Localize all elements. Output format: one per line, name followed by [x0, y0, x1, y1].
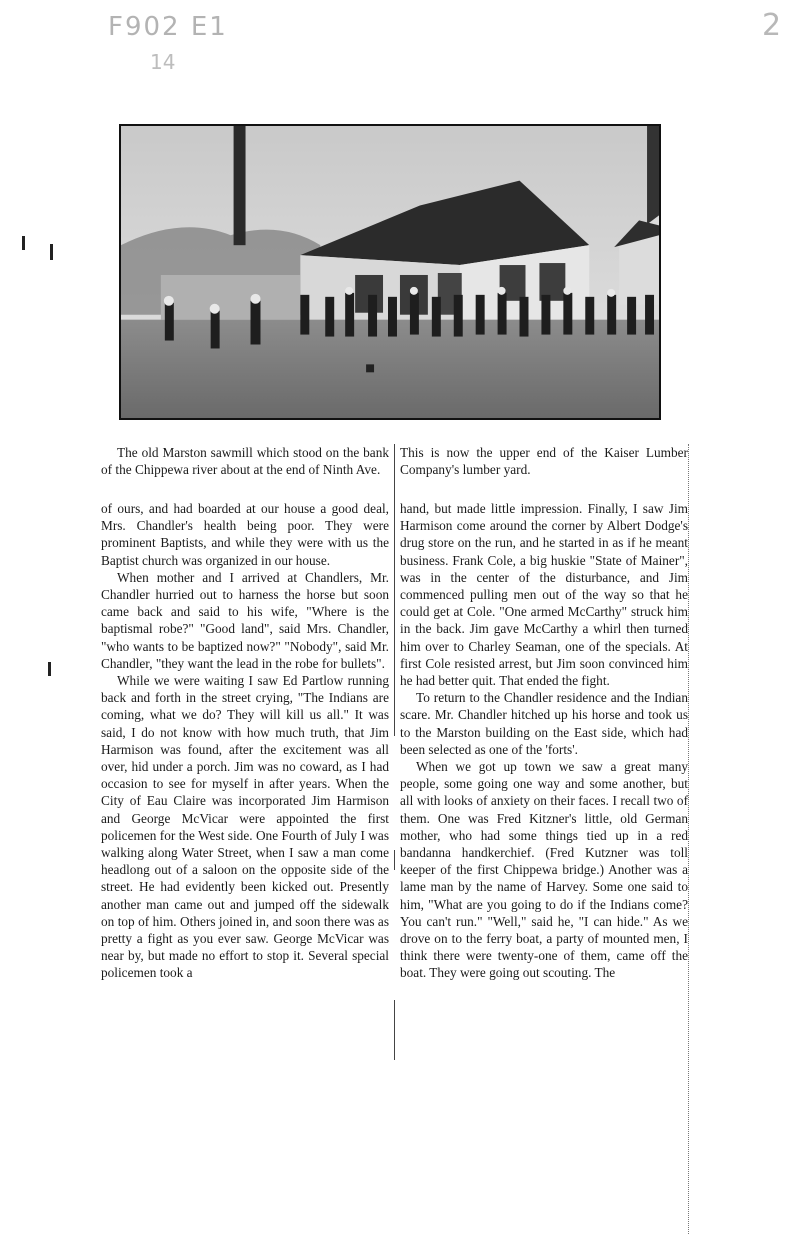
- archive-stamp: F902 E1: [108, 12, 228, 42]
- page-number: 2: [762, 8, 782, 43]
- column-divider: [394, 444, 395, 500]
- archive-stamp-sub: 14: [150, 50, 176, 74]
- article-paragraph: When we got up town we saw a great many people, some going one way and some another, but all with looks of anxiety on their faces. I recall two of them. One was Fred Kitzner's little, old German mother, who had some things tied up in a red bandanna handkerchief. (Fred Kutzner was toll keeper of the first Chippewa bridge.) Another was a lame man by the name of Harvey. Some one said to him, "What are you going to do if the Indians come? You can't run." "Well," said he, "I can hide." As we drove on to the ferry boat, a party of mounted men, I think there were twenty-one of them, came off the boat. They were going out scouting. The: [400, 759, 688, 981]
- column-divider: [394, 850, 395, 870]
- article-paragraph: While we were waiting I saw Ed Partlow running back and forth in the street crying, "The Indians are coming, what we do? They will kill us all." It was said, I do not know with how much truth, that Jim Harmison was found, after the excitement was all over, hid under a porch. Jim was no coward, as I had occasion to see for myself in after years. When the City of Eau Claire was incorporated Jim Harmison and George McVicar were appointed the first policemen for the West side. One Fourth of July I was walking along Water Street, when I saw a man come headlong out of a saloon on the opposite side of the street. He had evidently been kicked out. Presently another man came out and jumped off the sidewalk on top of him. Others joined in, and soon there was as pretty a fight as you ever saw. George McVicar was near by, but made no effort to stop it. Several special policemen took a: [101, 673, 389, 981]
- article-paragraph: When mother and I arrived at Chandlers, Mr. Chandler hurried out to harness the horse but soon came back and said to his wife, "Where is the baptismal robe?" "Good land", said Mrs. Chandler, "who wants to be baptized now?" "Nobody", said Mr. Chandler, "they want the lead in the robe for bullets".: [101, 569, 389, 671]
- sawmill-photo-image: [121, 126, 659, 418]
- clipping-edge: [688, 444, 690, 1234]
- caption-text: This is now the upper end of the Kaiser Lumber Company's lumber yard.: [400, 445, 688, 478]
- article-column-right: [400, 500, 688, 982]
- scan-edge-mark: [48, 662, 51, 676]
- scan-edge-mark: [22, 236, 25, 250]
- sawmill-photograph: [119, 124, 661, 420]
- column-divider: [394, 1000, 395, 1060]
- article-paragraph: To return to the Chandler residence and the Indian scare. Mr. Chandler hitched up his horse and took us to the Marston building on the East side, which had been selected as one of the 'forts'.: [400, 690, 688, 757]
- photo-caption-left: [101, 444, 389, 478]
- article-paragraph: of ours, and had boarded at our house a good deal, Mrs. Chandler's health being poor. They were prominent Baptists, and while they were with us the Baptist church was organized in our house.: [101, 501, 389, 568]
- column-divider: [394, 500, 395, 736]
- photo-caption-right: [400, 444, 688, 478]
- article-paragraph: hand, but made little impression. Finally, I saw Jim Harmison come around the corner by Albert Dodge's drug store on the run, and he started in as if he meant business. Frank Cole, a big huskie "State of Mainer", was in the center of the disturbance, and Jim commenced pulling men out of the way so that he could get at Cole. "One armed McCarthy" struck him in the back. Jim gave McCarthy a whirl then turned him over to Charley Seaman, one of the specials. At first Cole resisted arrest, but Jim soon convinced him he had better quit. That ended the fight.: [400, 501, 688, 689]
- caption-text: The old Marston sawmill which stood on the bank of the Chippewa river about at the end of Ninth Ave.: [101, 445, 389, 478]
- scan-edge-mark: [50, 244, 53, 260]
- article-column-left: [101, 500, 389, 982]
